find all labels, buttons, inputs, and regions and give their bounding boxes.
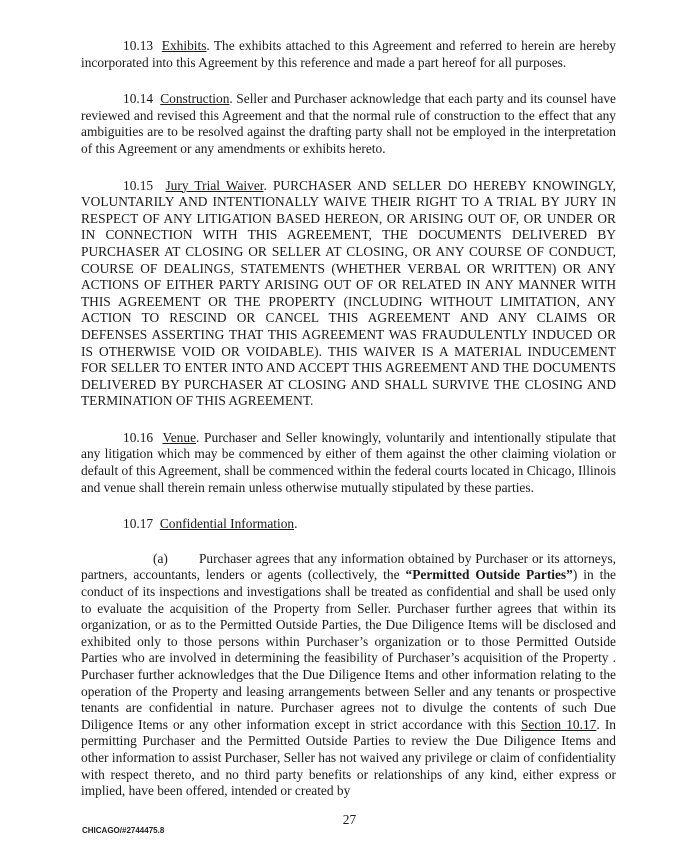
section-number: 10.15 <box>123 177 154 193</box>
section-number: 10.17 <box>123 516 154 532</box>
section-10-16 <box>81 430 616 496</box>
subsection-text-1: Purchaser agrees that any information obtained by Purchaser or its attorneys, partners, accountants, lenders or agents (collectively, the <box>81 550 616 583</box>
section-reference: Section 10.17 <box>520 716 597 732</box>
section-10-13 <box>81 38 616 71</box>
section-10-17-a <box>81 551 616 800</box>
page-number: 27 <box>342 812 357 827</box>
section-body: . Purchaser and Seller knowingly, voluntarily and intentionally stipulate that any litigation which may be commenced by either of them against the other claiming violation or default of this Agreement, shall be commenced within the federal courts located in Chicago, Illinois and venue shall therein remain unless otherwise mutually stipulated by these parties. <box>81 429 616 495</box>
section-body: . PURCHASER AND SELLER DO HEREBY KNOWINGLY, VOLUNTARILY AND INTENTIONALLY WAIVE THEIR RIGHT TO A TRIAL BY JURY IN RESPECT OF ANY LITIGATION BASED HEREON, OR ARISING OUT OF, OR UNDER OR IN CONNECTION WITH THIS AGREEMENT, THE DOCUMENTS DELIVERED BY PURCHASER AT CLOSING OR SELLER AT CLOSING, OR ANY COURSE OF CONDUCT, COURSE OF DEALINGS, STATEMENTS (WHETHER VERBAL OR WRITTEN) OR ANY ACTIONS OF EITHER PARTY ARISING OUT OF OR RELATED IN ANY MANNER WITH THIS AGREEMENT OR THE PROPERTY (INCLUDING WITHOUT LIMITATION, ANY ACTION TO RESCIND OR CANCEL THIS AGREEMENT AND ANY CLAIMS OR DEFENSES ASSERTING THAT THIS AGREEMENT WAS FRAUDULENTLY INDUCED OR IS OTHERWISE VOID OR VOIDABLE). THIS WAIVER IS A MATERIAL INDUCEMENT FOR SELLER TO ENTER INTO AND ACCEPT THIS AGREEMENT AND THE DOCUMENTS DELIVERED BY PURCHASER AT CLOSING AND SHALL SURVIVE THE CLOSING AND TERMINATION OF THIS AGREEMENT. <box>81 177 616 409</box>
section-number: 10.16 <box>123 429 154 445</box>
section-heading: Exhibits <box>161 38 207 53</box>
subsection-text-2: ) in the conduct of its inspections and investigations shall be treated as confidential and shall be used only to evaluate the acquisition of the Property from Seller. Purchaser further agrees that within its organization, or as to the Permitted Outside Parties, the Due Diligence Items will be disclosed and exhibited only to those persons within Purchaser’s organization or to those Permitted Outside Parties who are involved in determining the feasibility of Purchaser’s acquisition of the Property . Purchaser further acknowledges that the Due Diligence Items and other information relating to the operation of the Property and leasing arrangements between Seller and any tenants or prospective tenants are confidential in nature. Purchaser agrees not to divulge the contents of such Due Diligence Items or any other information except in strict accordance with this <box>81 567 616 732</box>
subsection-text-3: . In permitting Purchaser and the Permitted Outside Parties to review the Due Diligence Items and other information to assist Purchaser, Seller has not waived any privilege or claim of confidentiality with respect thereto, and no third party benefits or relationships of any kind, either express or implied, have been offered, intended or created by <box>81 716 616 799</box>
section-heading: Confidential Information <box>159 516 295 532</box>
section-heading: Construction <box>160 91 230 107</box>
section-body: . Seller and Purchaser acknowledge that each party and its counsel have reviewed and revised this Agreement and that the normal rule of construction to the effect that any ambiguities are to be resolved against the drafting party shall not be employed in the interpretation of this Agreement or any amendments or exhibits hereto. <box>81 91 617 156</box>
section-heading-suffix: . <box>294 516 298 532</box>
section-number: 10.14 <box>123 91 154 107</box>
section-heading: Jury Trial Waiver <box>165 177 264 193</box>
section-10-15 <box>81 178 616 410</box>
document-id: CHICAGO/#2744475.8 <box>82 826 165 835</box>
section-heading: Venue <box>162 429 197 445</box>
section-10-17 <box>81 516 616 533</box>
section-number: 10.13 <box>123 38 154 53</box>
defined-term: “Permitted Outside Parties” <box>405 567 573 583</box>
subsection-label: (a) <box>153 550 168 566</box>
section-10-14 <box>81 91 616 157</box>
section-body: . The exhibits attached to this Agreement and referred to herein are hereby incorporated into this Agreement by this reference and made a part hereof for all purposes. <box>81 38 616 70</box>
